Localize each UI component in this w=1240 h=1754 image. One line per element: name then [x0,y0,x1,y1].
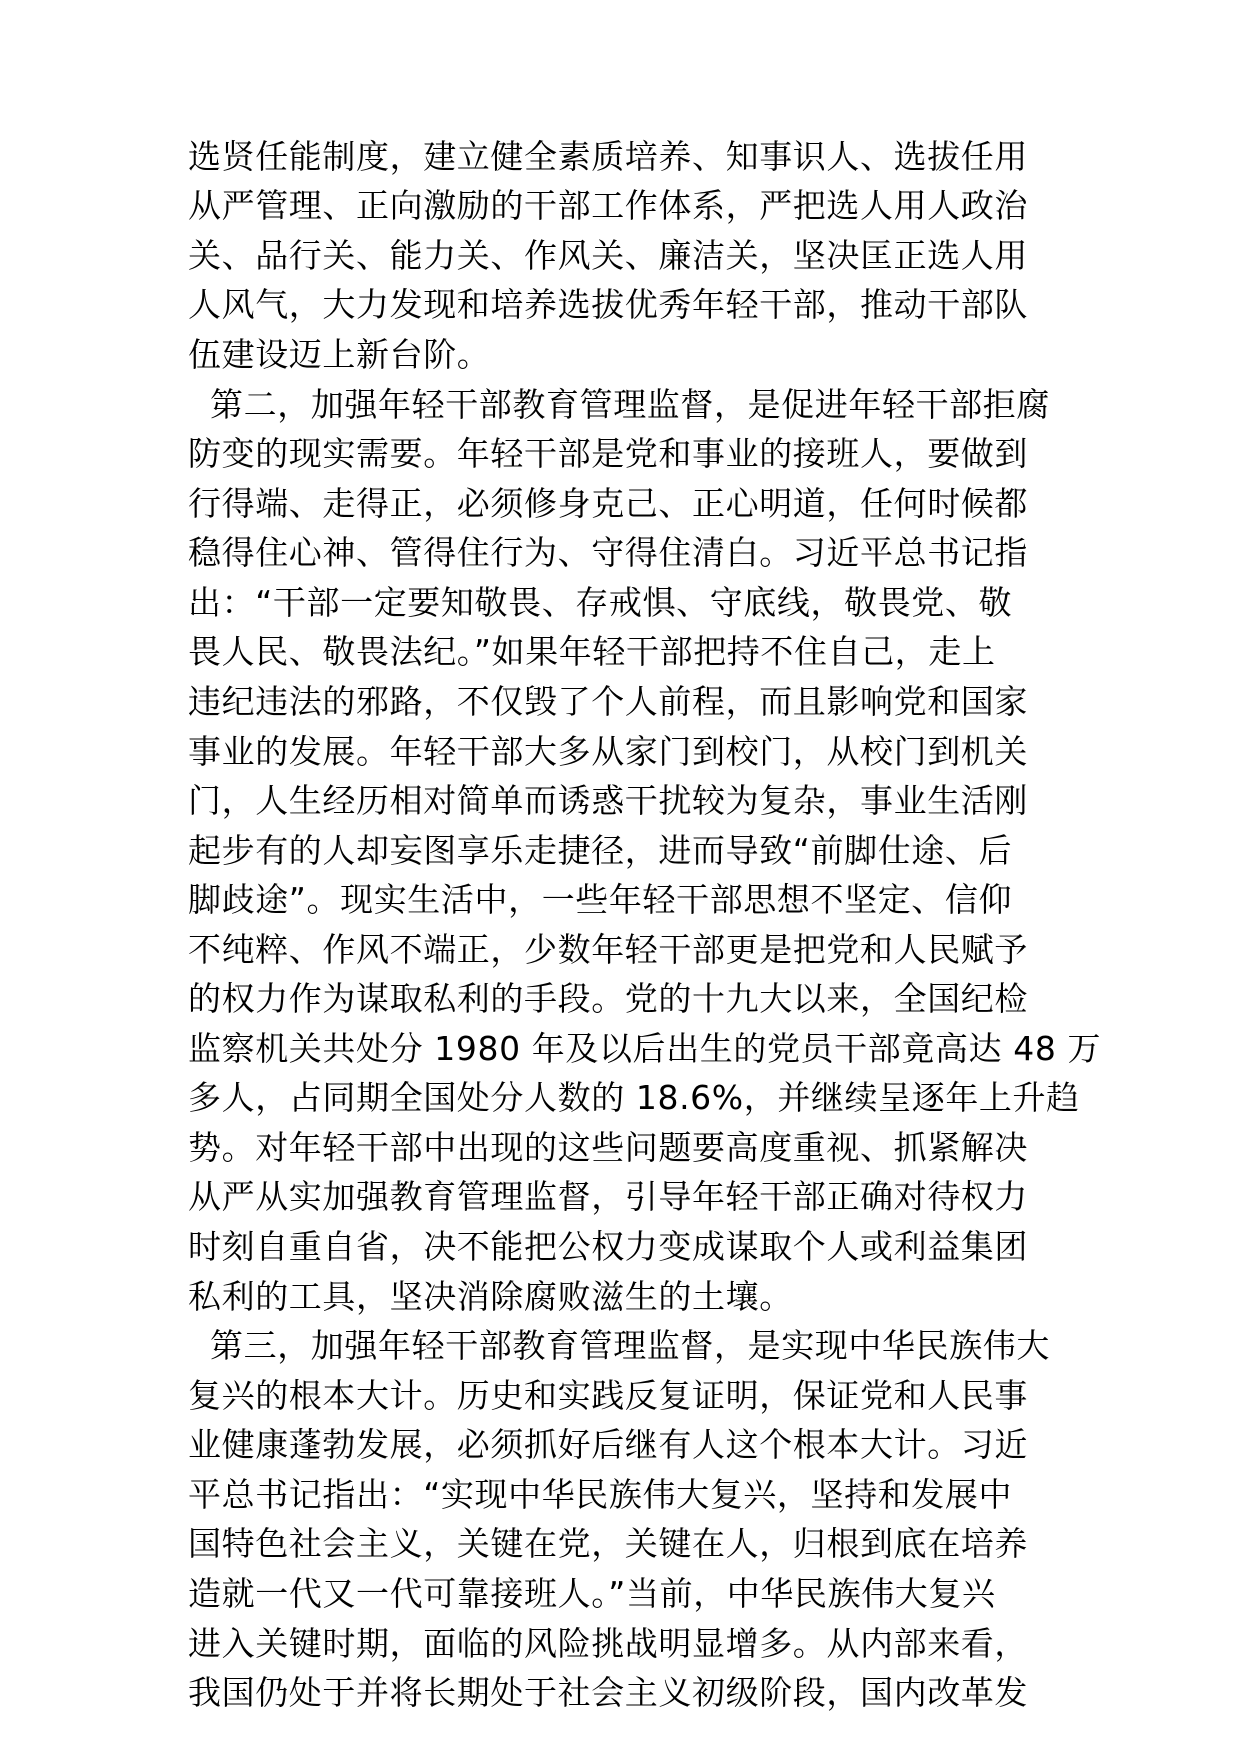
text-line: 多人，占同期全国处分人数的 18.6%，并继续呈逐年上升趋 [188,1078,1080,1117]
text-line: 平总书记指出：“实现中华民族伟大复兴，坚持和发展中 [188,1475,1013,1514]
text-line: 私利的工具，坚决消除腐败滋生的土壤。 [188,1277,793,1316]
text-line: 出：“干部一定要知敬畏、存戒惧、守底线，敬畏党、敬 [188,583,1013,622]
text-line: 我国仍处于并将长期处于社会主义初级阶段，国内改革发 [188,1673,1028,1712]
text-line: 从严从实加强教育管理监督，引导年轻干部正确对待权力 [188,1177,1028,1216]
text-line: 选贤任能制度，建立健全素质培养、知事识人、选拔任用 [188,137,1028,176]
text-line: 行得端、走得正，必须修身克己、正心明道，任何时候都 [188,484,1028,523]
text-line: 关、品行关、能力关、作风关、廉洁关，坚决匡正选人用 [188,236,1028,275]
text-line: 畏人民、敬畏法纪。”如果年轻干部把持不住自己，走上 [188,632,996,671]
text-line: 防变的现实需要。年轻干部是党和事业的接班人，要做到 [188,434,1028,473]
text-line: 监察机关共处分 1980 年及以后出生的党员干部竟高达 48 万 [188,1029,1102,1068]
text-line: 起步有的人却妄图享乐走捷径，进而导致“前脚仕途、后 [188,831,1013,870]
text-line: 不纯粹、作风不端正，少数年轻干部更是把党和人民赋予 [188,930,1028,969]
text-line: 的权力作为谋取私利的手段。党的十九大以来，全国纪检 [188,979,1028,1018]
text-line: 从严管理、正向激励的干部工作体系，严把选人用人政治 [188,186,1028,225]
text-line: 复兴的根本大计。历史和实践反复证明，保证党和人民事 [188,1376,1028,1415]
text-line: 稳得住心神、管得住行为、守得住清白。习近平总书记指 [188,533,1028,572]
text-line: 伍建设迈上新台阶。 [188,335,491,374]
text-line: 国特色社会主义，关键在党，关键在人，归根到底在培养 [188,1524,1028,1563]
text-line: 违纪违法的邪路，不仅毁了个人前程，而且影响党和国家 [188,682,1028,721]
text-line: 进入关键时期，面临的风险挑战明显增多。从内部来看， [188,1624,1028,1663]
text-line: 势。对年轻干部中出现的这些问题要高度重视、抓紧解决 [188,1128,1028,1167]
text-line: 时刻自重自省，决不能把公权力变成谋取个人或利益集团 [188,1227,1028,1266]
text-line: 脚歧途”。现实生活中，一些年轻干部思想不坚定、信仰 [188,880,1013,919]
paragraph-start-line: 第二，加强年轻干部教育管理监督，是促进年轻干部拒腐 [210,385,1050,424]
text-line: 门，人生经历相对简单而诱惑干扰较为复杂，事业生活刚 [188,781,1028,820]
paragraph-start-line: 第三，加强年轻干部教育管理监督，是实现中华民族伟大 [210,1326,1050,1365]
text-line: 事业的发展。年轻干部大多从家门到校门，从校门到机关 [188,732,1028,771]
text-line: 业健康蓬勃发展，必须抓好后继有人这个根本大计。习近 [188,1425,1028,1464]
text-line: 人风气，大力发现和培养选拔优秀年轻干部，推动干部队 [188,285,1028,324]
text-line: 造就一代又一代可靠接班人。”当前，中华民族伟大复兴 [188,1574,996,1613]
